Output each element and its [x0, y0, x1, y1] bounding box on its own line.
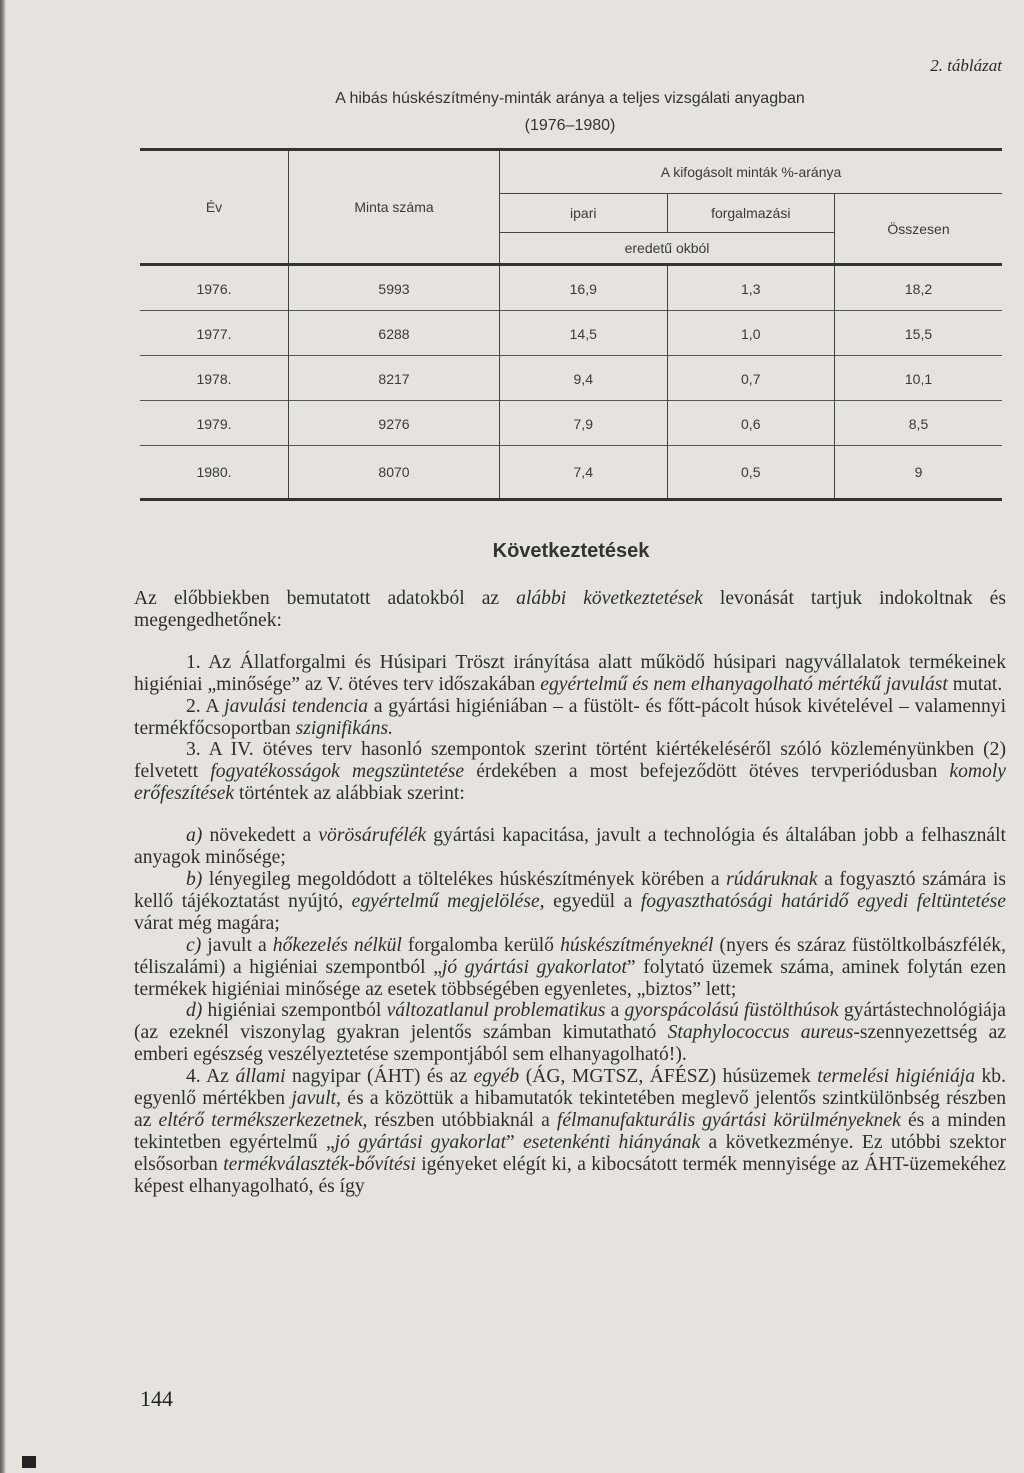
table-row [140, 311, 1002, 356]
table-row [140, 401, 1002, 446]
body-text: Az előbbiekben bemutatott adatokból az alábbi következtetések levonását tartjuk indokoltnak és megengedhetőnek: 1. Az Állatforgalmi és Húsipari Tröszt irányítása alatt működő húsipari nagyvállalatok termékeinek higiéniai „minősége” az V. ötéves terv időszakában egyértelmű és nem elhanyagolható mértékű javulást mutat. 2. A javulási tendencia a gyártási higiéniában – a füstölt- és főtt-pácolt húsok kivételével – valamennyi termékfőcsoportban szignifikáns. 3. A IV. ötéves terv hasonló szempontok szerint történt kiértékeléséről szóló közleményünkben (2) felvetett fogyatékosságok megszüntetése érdekében a most befejeződött ötéves tervperiódusban komoly erőfeszítések történtek az alábbiak szerint: a) növekedett a vörösárufélék gyártási kapacitása, javult a technológia és általában jobb a felhasznált anyagok minősége; b) lényegileg megoldódott a töltelékes húskészítmények körében a rúdáruknak a fogyasztó számára is kellő tájékoztatást nyújtó, egyértelmű megjelölése, egyedül a fogyaszthatósági határidő egyedi feltüntetése várat még magára; c) javult a hőkezelés nélkül forgalomba kerülő húskészítményeknél (nyers és száraz füstöltkolbászfélék, téliszalámi) a higiéniai szempontból „jó gyártási gyakorlatot” folytató üzemek száma, aminek folytán ezen termékek higiéniai minősége az esetek többségében egyenletes, „biztos” lett; d) higiéniai szempontból változatlanul problematikus a gyorspácolású füstölthúsok gyártástechnológiája (az ezeknél viszonylag gyakran jelentős számban kimutatható Staphylococcus aureus-szennyezettség az emberi egészség veszélyeztetése szempontjából sem elhanyagolható!). 4. Az állami nagyipar (ÁHT) és az egyéb (ÁG, MGTSZ, ÁFÉSZ) húsüzemek termelési higiéniája kb. egyenlő mértékben javult, és a közöttük a hibamutatók tekintetében meglevő jelentős szintkülönbség részben az eltérő termékszerkezetnek, részben utóbbiaknál a félmanufakturális gyártási körülményeknek és a minden tekintetben egyértelmű „jó gyártási gyakorlat” esetenkénti hiányának a következménye. Ez utóbbi szektor elsősorban termékválaszték-bővítési igényeket elégít ki, a kibocsátott termék mennyisége az ÁHT-üzemekéhez képest elhanyagolható, és így [134, 588, 1007, 1197]
cell-ipari: 16,9 [500, 265, 668, 312]
cell-osszesen: 8,5 [835, 401, 1003, 446]
cell-ev: 1980. [140, 446, 289, 500]
cell-minta: 8217 [289, 356, 500, 401]
table-row [140, 265, 1002, 312]
page-number: 144 [140, 1386, 173, 1411]
table-label: 2. táblázat [930, 56, 1002, 75]
cell-forgalmazasi: 0,5 [667, 446, 835, 500]
table-title: A hibás húskészítmény-minták aránya a teljes vizsgálati anyagban [335, 90, 805, 107]
cell-osszesen: 10,1 [835, 356, 1003, 401]
col-header-ipari: ipari [500, 194, 668, 233]
cell-minta: 5993 [289, 265, 500, 312]
cell-ipari: 7,4 [500, 446, 668, 500]
table-row [140, 356, 1002, 401]
cell-ipari: 7,9 [500, 401, 668, 446]
cell-osszesen: 15,5 [835, 311, 1003, 356]
col-header-ev: Év [140, 150, 289, 265]
cell-osszesen: 9 [835, 446, 1003, 500]
cell-forgalmazasi: 0,7 [667, 356, 835, 401]
col-header-eredetu: eredetű okból [500, 233, 835, 265]
table-body [140, 265, 1002, 500]
book-spine-shadow [0, 0, 6, 1473]
cell-minta: 9276 [289, 401, 500, 446]
cell-osszesen: 18,2 [835, 265, 1003, 312]
section-heading: Következtetések [492, 540, 650, 562]
cell-forgalmazasi: 1,3 [667, 265, 835, 312]
cell-ev: 1979. [140, 401, 289, 446]
data-table [140, 148, 1002, 501]
col-header-osszesen: Összesen [835, 194, 1003, 265]
corner-mark [22, 1456, 36, 1468]
col-header-minta: Minta száma [289, 150, 500, 265]
cell-forgalmazasi: 0,6 [667, 401, 835, 446]
cell-ev: 1978. [140, 356, 289, 401]
cell-minta: 6288 [289, 311, 500, 356]
cell-ev: 1977. [140, 311, 289, 356]
table-subtitle: (1976–1980) [524, 117, 616, 134]
cell-ipari: 9,4 [500, 356, 668, 401]
col-header-forgalmazasi: forgalmazási [667, 194, 835, 233]
col-header-group: A kifogásolt minták %-aránya [500, 150, 1003, 194]
cell-ev: 1976. [140, 265, 289, 312]
cell-minta: 8070 [289, 446, 500, 500]
table-row [140, 446, 1002, 500]
cell-ipari: 14,5 [500, 311, 668, 356]
cell-forgalmazasi: 1,0 [667, 311, 835, 356]
